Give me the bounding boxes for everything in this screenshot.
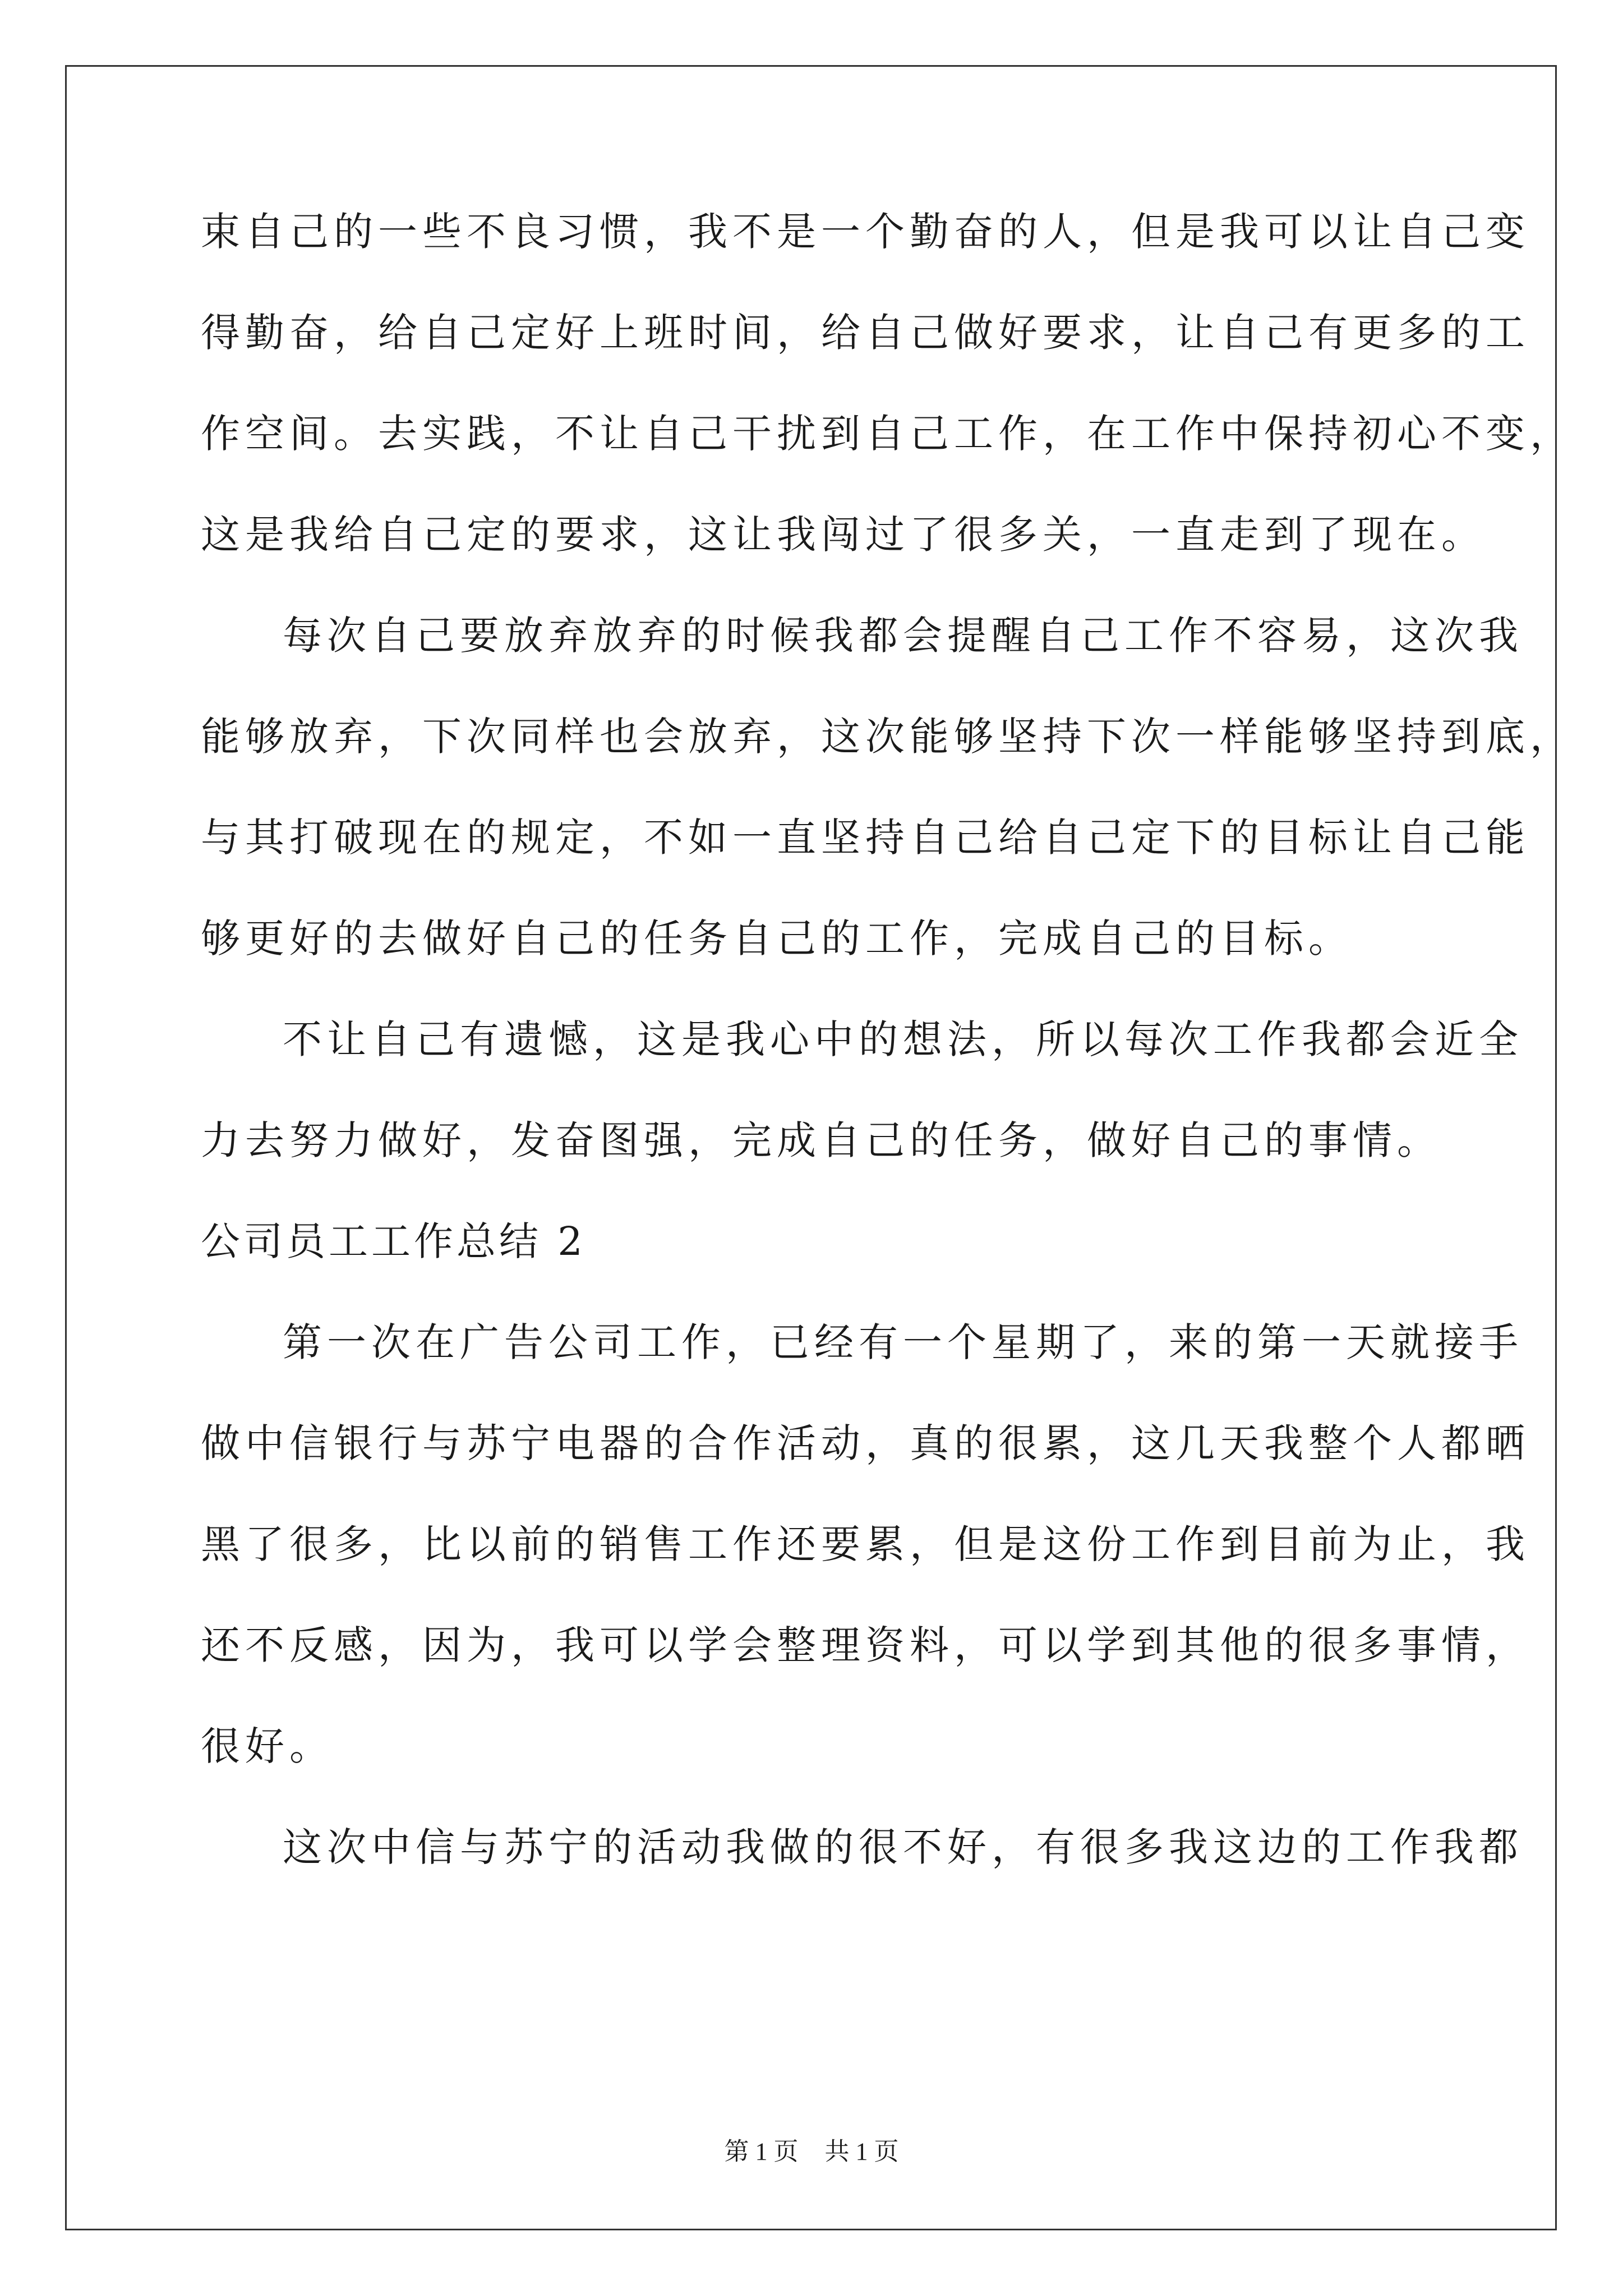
text-line: 做中信银行与苏宁电器的合作活动，真的很累，这几天我整个人都晒: [201, 1420, 1530, 1466]
text-line: 够更好的去做好自己的任务自己的工作，完成自己的目标。: [201, 915, 1353, 961]
text-line: 黑了很多，比以前的销售工作还要累，但是这份工作到目前为止，我: [201, 1521, 1530, 1567]
text-line: 力去努力做好，发奋图强，完成自己的任务，做好自己的事情。: [201, 1117, 1441, 1163]
text-line: 与其打破现在的规定，不如一直坚持自己给自己定下的目标让自己能: [201, 815, 1530, 861]
page-total: 共 1 页: [824, 2138, 899, 2165]
text-line: 得勤奋，给自己定好上班时间，给自己做好要求，让自己有更多的工: [201, 310, 1530, 356]
text-line: 还不反感，因为，我可以学会整理资料，可以学到其他的很多事情，: [201, 1622, 1530, 1668]
text-line: 第一次在广告公司工作，已经有一个星期了，来的第一天就接手: [283, 1319, 1523, 1365]
text-line: 很好。: [201, 1723, 334, 1769]
text-line: 这次中信与苏宁的活动我做的很不好，有很多我这边的工作我都: [283, 1824, 1523, 1870]
text-line: 作空间。去实践，不让自己干扰到自己工作，在工作中保持初心不变，: [201, 411, 1574, 457]
text-line: 这是我给自己定的要求，这让我闯过了很多关，一直走到了现在。: [201, 512, 1486, 558]
text-line: 不让自己有遗憾，这是我心中的想法，所以每次工作我都会近全: [283, 1016, 1523, 1062]
section-heading: 公司员工工作总结 2: [201, 1218, 586, 1264]
page-footer: [0, 2136, 1623, 2168]
text-line: 每次自己要放弃放弃的时候我都会提醒自己工作不容易，这次我: [283, 613, 1523, 659]
text-line: 能够放弃，下次同样也会放弃，这次能够坚持下次一样能够坚持到底，: [201, 714, 1574, 760]
text-line: 束自己的一些不良习惯，我不是一个勤奋的人，但是我可以让自己变: [201, 209, 1530, 255]
page-number: 第 1 页: [724, 2138, 799, 2165]
